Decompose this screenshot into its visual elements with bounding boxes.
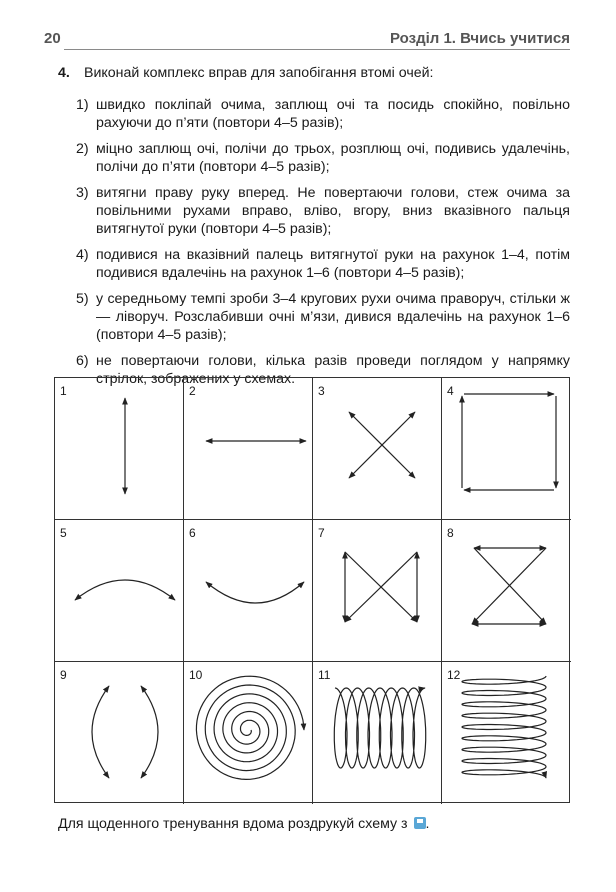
square-path-diagram [442,378,571,520]
section-title: Розділ 1. Вчись учитися [390,30,570,47]
printer-icon[interactable] [414,817,426,829]
diagram-cell [442,662,571,804]
eye-exercise-diagram-grid [54,377,570,803]
diagram-number: 8 [447,526,454,540]
lower-arc-arrow-diagram [184,520,313,662]
item-text: міцно заплющ очі, полічи до трьох, розплющ очі, подивись удалечінь, полічи до п’яти (повтори 4–5 разів); [96,141,570,175]
spiral-diagram [184,662,313,802]
diagram-cell [442,378,571,520]
item-number: 5) [76,291,89,307]
bowtie-path-diagram [313,520,442,662]
footer-note [58,816,429,832]
page-number: 20 [44,30,61,47]
diagonal-cross-arrows-diagram [313,378,442,520]
diagram-cell [313,520,442,662]
item-number: 4) [76,247,89,263]
vertical-arrow-diagram [55,378,184,520]
diagram-cell [313,378,442,520]
diagram-cell [313,662,442,804]
item-text: не повертаючи голови, кілька разів проведи поглядом у напрямку стрілок, зображених у схемах. [96,353,570,387]
diagram-number: 6 [189,526,196,540]
diagram-number: 3 [318,384,325,398]
item-number: 6) [76,353,89,369]
item-text: швидко покліпай очима, заплющ очі та посидь спокійно, повільно рахуючи до п’яти (повтори 4–5 разів); [96,97,570,131]
diagram-cell [184,662,313,804]
diagram-number: 7 [318,526,325,540]
exercise-list [76,96,570,396]
diagram-number: 5 [60,526,67,540]
upper-arc-arrow-diagram [55,520,184,662]
item-number: 1) [76,97,89,113]
diagram-cell [55,378,184,520]
page-header [44,26,570,52]
list-item [76,96,570,132]
list-item [76,140,570,176]
diagram-cell [442,520,571,662]
vertical-coil-diagram [442,662,571,802]
item-text: подивися на вказівний палець витягнутої руки на рахунок 1–4, потім подивися вдалечінь на рахунок 1–6 (повтори 4–5 разів); [96,247,570,281]
horizontal-arrow-diagram [184,378,313,520]
diagram-number: 4 [447,384,454,398]
header-rule [64,49,570,50]
horizontal-coil-diagram [313,662,442,802]
task-number: 4. [58,65,70,81]
diagram-cell [55,520,184,662]
item-text: у середньому темпі зроби 3–4 кругових рухи очима праворуч, стільки ж — ліворуч. Розслабивши очні м’язи, дивися вдалечінь на рахунок 1–6 (повтори 4–5 разів); [96,291,570,343]
task-title: Виконай комплекс вправ для запобігання втомі очей: [84,65,434,81]
diagram-number: 2 [189,384,196,398]
diagram-cell [55,662,184,804]
diagram-number: 9 [60,668,67,682]
list-item [76,246,570,282]
diagram-cell [184,378,313,520]
footer-suffix: . [425,816,430,832]
diagram-number: 12 [447,668,461,682]
list-item [76,290,570,344]
item-number: 2) [76,141,89,157]
item-text: витягни праву руку вперед. Не повертаючи голови, стеж очима за повільними рухами вправо, вліво, вгору, вниз вказівного пальця витягнутої руки (повтори 4–5 разів); [96,185,570,237]
footer-text: Для щоденного тренування вдома роздрукуй схему з [58,816,408,832]
diagram-cell [184,520,313,662]
diagram-number: 1 [60,384,67,398]
list-item [76,184,570,238]
diagram-number: 10 [189,668,203,682]
item-number: 3) [76,185,89,201]
diagram-number: 11 [318,668,331,682]
hourglass-path-diagram [442,520,571,662]
oval-arrows-diagram [55,662,184,802]
